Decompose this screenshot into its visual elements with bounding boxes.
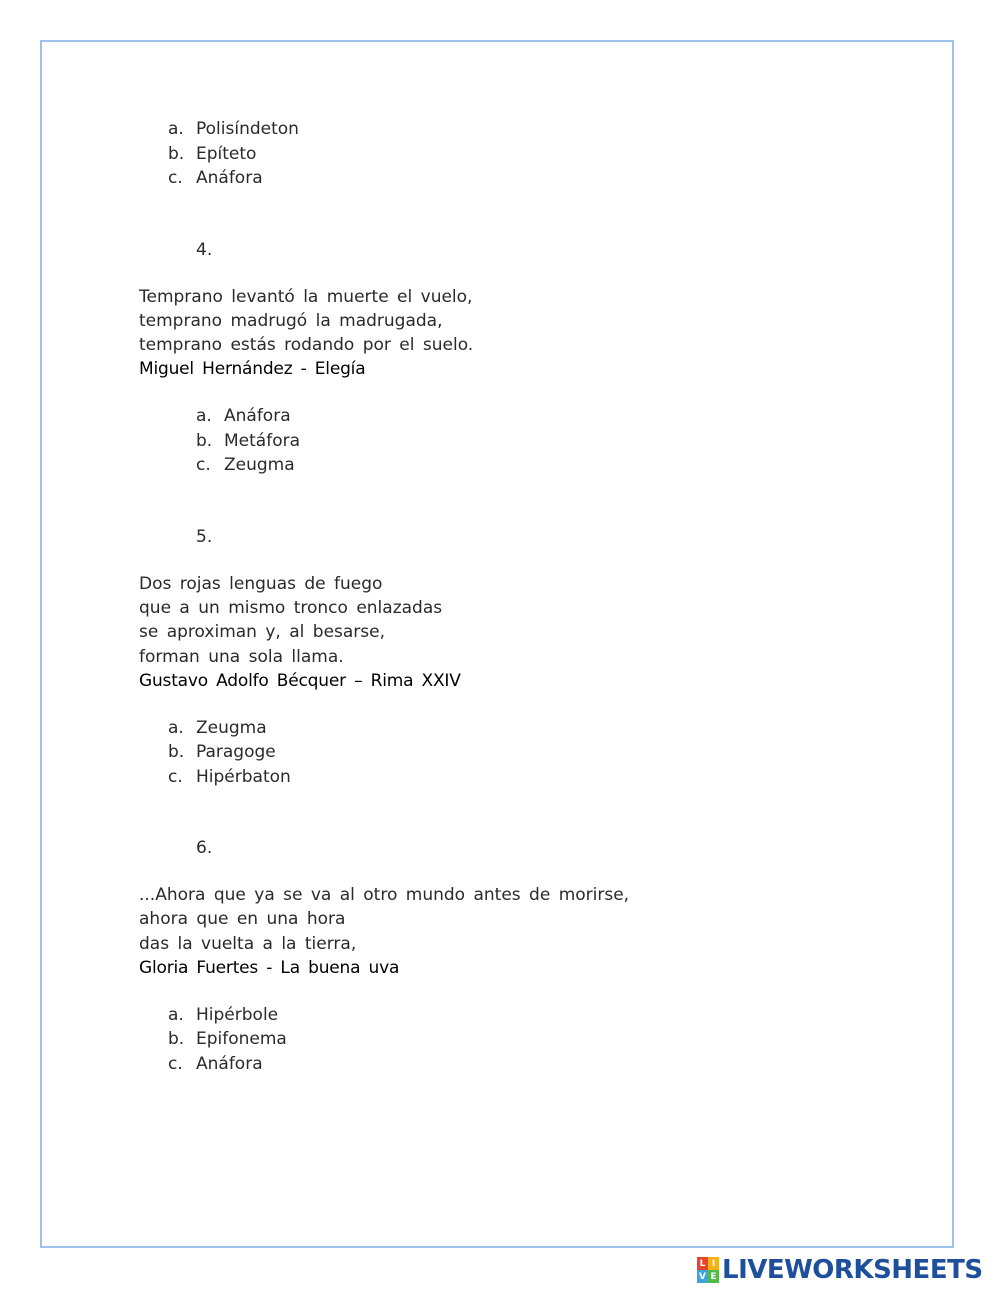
q3-option-a[interactable] — [168, 118, 299, 140]
q6-number: 6. — [196, 838, 213, 858]
option-letter: a. — [196, 406, 212, 426]
badge-letter-l: L — [697, 1257, 708, 1270]
q3-option-c[interactable] — [168, 167, 263, 189]
q5-author: Gustavo Adolfo Bécquer – Rima XXIV — [139, 671, 461, 691]
option-letter: b. — [196, 431, 213, 451]
q6-option-b[interactable] — [168, 1028, 287, 1050]
q6-option-c[interactable] — [168, 1053, 263, 1075]
q4-verse-1: Temprano levantó la muerte el vuelo, — [139, 287, 473, 307]
badge-letter-i: I — [708, 1257, 719, 1270]
q5-number: 5. — [196, 527, 213, 547]
q5-verse-3: se aproximan y, al besarse, — [139, 622, 386, 642]
q4-option-a[interactable] — [196, 405, 291, 427]
q3-option-b[interactable] — [168, 143, 256, 165]
q6-verse-2: ahora que en una hora — [139, 909, 346, 929]
option-letter: b. — [168, 742, 185, 762]
liveworksheets-logo[interactable] — [697, 1256, 983, 1284]
option-text: Paragoge — [196, 742, 276, 762]
option-text: Polisíndeton — [196, 119, 299, 139]
option-text: Metáfora — [224, 431, 301, 451]
option-letter: c. — [168, 767, 183, 787]
q6-verse-3: das la vuelta a la tierra, — [139, 934, 357, 954]
q4-option-c[interactable] — [196, 454, 295, 476]
option-text: Hipérbole — [196, 1005, 279, 1025]
q4-number: 4. — [196, 240, 213, 260]
option-text: Zeugma — [196, 718, 267, 738]
q4-author: Miguel Hernández - Elegía — [139, 359, 366, 379]
q6-option-a[interactable] — [168, 1004, 278, 1026]
option-text: Epifonema — [196, 1029, 287, 1049]
q6-verse-1: ...Ahora que ya se va al otro mundo antes de morirse, — [139, 885, 630, 905]
q4-verse-2: temprano madrugó la madrugada, — [139, 311, 443, 331]
q4-option-b[interactable] — [196, 430, 300, 452]
option-letter: c. — [196, 455, 211, 475]
q5-verse-4: forman una sola llama. — [139, 647, 344, 667]
badge-letter-e: E — [708, 1270, 719, 1283]
option-text: Zeugma — [224, 455, 295, 475]
option-text: Epíteto — [196, 144, 257, 164]
q5-option-c[interactable] — [168, 766, 291, 788]
live-badge-icon — [697, 1257, 719, 1283]
option-text: Hipérbaton — [196, 767, 291, 787]
q6-author: Gloria Fuertes - La buena uva — [139, 958, 400, 978]
q5-option-a[interactable] — [168, 717, 267, 739]
option-letter: b. — [168, 144, 185, 164]
option-letter: a. — [168, 1005, 184, 1025]
option-letter: c. — [168, 168, 183, 188]
option-letter: a. — [168, 718, 184, 738]
option-letter: b. — [168, 1029, 185, 1049]
option-text: Anáfora — [224, 406, 291, 426]
q4-verse-3: temprano estás rodando por el suelo. — [139, 335, 474, 355]
q5-option-b[interactable] — [168, 741, 276, 763]
q5-verse-1: Dos rojas lenguas de fuego — [139, 574, 383, 594]
option-letter: c. — [168, 1054, 183, 1074]
option-text: Anáfora — [196, 168, 263, 188]
logo-text: LIVEWORKSHEETS — [722, 1255, 983, 1285]
badge-letter-v: V — [697, 1270, 708, 1283]
option-letter: a. — [168, 119, 184, 139]
option-text: Anáfora — [196, 1054, 263, 1074]
q5-verse-2: que a un mismo tronco enlazadas — [139, 598, 443, 618]
